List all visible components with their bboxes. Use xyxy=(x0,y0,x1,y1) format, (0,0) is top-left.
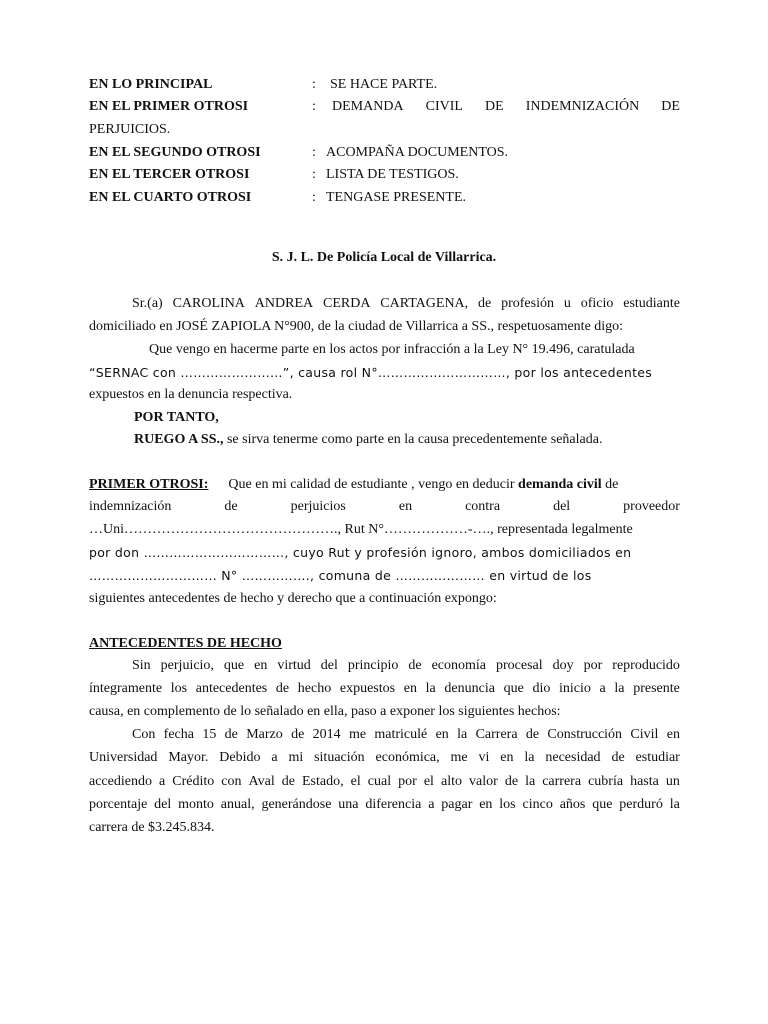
antecedentes-p2-line-2 xyxy=(89,750,680,766)
antecedentes-p2-line-1 xyxy=(132,727,680,743)
intro-line-1 xyxy=(132,296,680,312)
word: Marzo xyxy=(246,727,283,742)
header-sep: : xyxy=(312,145,316,160)
por-tanto: POR TANTO, xyxy=(134,410,219,425)
word: los xyxy=(170,681,188,696)
word: de xyxy=(408,658,422,673)
header-sep: : xyxy=(312,77,316,92)
word: 15 xyxy=(202,727,217,742)
word: CAROLINA xyxy=(172,296,245,311)
word: Con xyxy=(132,727,156,742)
word: procesal xyxy=(496,658,543,673)
word: economía xyxy=(431,658,487,673)
word: CIVIL xyxy=(425,99,463,114)
word: estudiante xyxy=(623,296,680,311)
word: estudiar xyxy=(635,750,680,765)
intro-line-5: expuestos en la denuncia respectiva. xyxy=(89,387,293,402)
word: de xyxy=(504,774,519,789)
text: Que en mi calidad de estudiante , vengo en deducir xyxy=(228,477,519,492)
word: Debido xyxy=(219,750,261,765)
intro-line-4: “SERNAC con ……………………”, causa rol N°…………………………, por los antecedentes xyxy=(89,365,653,380)
antecedentes-p1-line-3: causa, en complemento de lo señalado en ella, paso a exponer los siguientes hechos: xyxy=(89,704,561,719)
word: u xyxy=(563,296,571,311)
word: oficio xyxy=(580,296,614,311)
header-label-principal: EN LO PRINCIPAL xyxy=(89,77,213,92)
word: íntegramente xyxy=(89,681,163,696)
primer-otrosi-line-3: …Uni………………………………………., Rut N°………………-…., representada legalmente xyxy=(89,522,633,537)
word: la xyxy=(457,727,468,742)
word: de xyxy=(224,499,238,514)
word: en xyxy=(479,797,493,812)
word: contra xyxy=(465,499,501,514)
word: de xyxy=(281,774,295,789)
word: cubría xyxy=(588,774,624,789)
word: situación xyxy=(314,750,365,765)
ruego-rest: se sirva tenerme como parte en la causa precedentemente señalada. xyxy=(223,432,603,447)
header-label-primer-otrosi: EN EL PRIMER OTROSI xyxy=(89,99,249,114)
word: CERDA xyxy=(322,296,371,311)
word: con xyxy=(221,774,242,789)
ruego-line xyxy=(134,432,602,448)
word: vi xyxy=(478,750,490,765)
word: Sr.(a) xyxy=(132,296,163,311)
antecedentes-p1-line-1 xyxy=(132,658,680,674)
word: perduró xyxy=(619,797,663,812)
word: DEMANDA xyxy=(332,99,404,114)
header-value-tercer-otrosi: LISTA DE TESTIGOS. xyxy=(326,167,459,182)
word: Carrera xyxy=(475,727,518,742)
word: a xyxy=(428,797,435,812)
court-heading: S. J. L. De Policía Local de Villarrica. xyxy=(271,250,497,265)
word: indemnización xyxy=(89,499,172,514)
word: que xyxy=(592,797,613,812)
word: Construcción xyxy=(547,727,623,742)
word: de xyxy=(478,296,492,311)
word: diferencia xyxy=(365,797,422,812)
word: de xyxy=(275,681,290,696)
word: Mayor. xyxy=(168,750,209,765)
word: en xyxy=(500,750,514,765)
word: la xyxy=(669,797,680,812)
word: la xyxy=(524,750,535,765)
intro-line-3: Que vengo en hacerme parte en los actos por infracción a la Ley N° 19.496, caratulada xyxy=(149,342,635,357)
word: Sin xyxy=(132,658,151,673)
word: antecedentes xyxy=(195,681,268,696)
antecedentes-heading: ANTECEDENTES DE HECHO xyxy=(89,636,282,651)
word: en xyxy=(403,681,417,696)
word: me xyxy=(450,750,468,765)
word: a xyxy=(271,750,278,765)
primer-otrosi-heading: PRIMER OTROSI: xyxy=(89,477,209,492)
word: proveedor xyxy=(623,499,680,514)
word: Crédito xyxy=(172,774,215,789)
header-value-principal: SE HACE PARTE. xyxy=(330,77,438,92)
word: monto xyxy=(178,797,214,812)
header-label-segundo-otrosi: EN EL SEGUNDO OTROSI xyxy=(89,145,261,160)
word: hasta xyxy=(630,774,659,789)
word: la xyxy=(425,681,436,696)
header-label-tercer-otrosi: EN EL TERCER OTROSI xyxy=(89,167,250,182)
word: accediendo xyxy=(89,774,152,789)
word: el xyxy=(423,774,434,789)
primer-otrosi-line-1 xyxy=(89,477,618,493)
word: años xyxy=(559,797,586,812)
word: que xyxy=(223,658,245,673)
word: del xyxy=(154,797,172,812)
word: un xyxy=(665,774,680,789)
antecedentes-p1-line-2 xyxy=(89,681,680,697)
word: del xyxy=(553,499,571,514)
primer-otrosi-line-5: ………………………… N° ……………., comuna de ………………… en virtud de los xyxy=(89,568,592,583)
word: presente xyxy=(633,681,680,696)
word: a xyxy=(159,774,166,789)
word: matriculé xyxy=(374,727,428,742)
word: expuestos xyxy=(339,681,396,696)
word: la xyxy=(614,681,625,696)
word: cual xyxy=(367,774,392,789)
word: anual, xyxy=(220,797,255,812)
word: Civil xyxy=(630,727,659,742)
word: por xyxy=(398,774,417,789)
primer-otrosi-line-6: siguientes antecedentes de hecho y derecho que a continuación expongo: xyxy=(89,591,497,606)
word: principio xyxy=(347,658,399,673)
word: 2014 xyxy=(312,727,341,742)
word: generándose xyxy=(261,797,332,812)
word: Universidad xyxy=(89,750,158,765)
word: de xyxy=(611,750,625,765)
word: en xyxy=(398,499,413,514)
header-label-cuarto-otrosi: EN EL CUARTO OTROSI xyxy=(89,190,252,205)
word: profesión xyxy=(501,296,554,311)
header-sep: : xyxy=(312,190,316,205)
word: económica, xyxy=(375,750,440,765)
word: los xyxy=(499,797,516,812)
word: hecho xyxy=(297,681,332,696)
word: fecha xyxy=(163,727,194,742)
word: dio xyxy=(532,681,551,696)
antecedentes-p2-line-4 xyxy=(89,797,680,813)
word: el xyxy=(350,774,361,789)
word: inicio xyxy=(559,681,591,696)
word: de xyxy=(525,727,540,742)
word: una xyxy=(338,797,359,812)
word: DE xyxy=(661,99,680,114)
header-value-cuarto-otrosi: TENGASE PRESENTE. xyxy=(326,190,466,205)
word: en xyxy=(254,658,268,673)
word: en xyxy=(666,727,680,742)
word: perjuicio, xyxy=(160,658,214,673)
word: carrera xyxy=(542,774,582,789)
primer-otrosi-line-2 xyxy=(89,499,680,515)
word: de xyxy=(291,727,305,742)
intro-line-2: domiciliado en JOSÉ ZAPIOLA N°900, de la ciudad de Villarrica a SS., respetuosamente digo: xyxy=(89,319,624,334)
word: valor xyxy=(469,774,498,789)
primer-otrosi-line-4: por don ……………………………, cuyo Rut y profesión ignoro, ambos domiciliados en xyxy=(89,545,632,560)
word: Estado, xyxy=(302,774,344,789)
word: en xyxy=(435,727,449,742)
word: que xyxy=(503,681,524,696)
word: ANDREA xyxy=(254,296,314,311)
word: porcentaje xyxy=(89,797,148,812)
word: perjuicios xyxy=(290,499,346,514)
header-sep: : xyxy=(312,99,316,114)
antecedentes-p2-line-5: carrera de $3.245.834. xyxy=(89,820,215,835)
word: reproducido xyxy=(612,658,680,673)
word: necesidad xyxy=(545,750,601,765)
header-value-primer-otrosi xyxy=(332,99,680,115)
word: por xyxy=(583,658,603,673)
word: pagar xyxy=(441,797,473,812)
antecedentes-p2-line-3 xyxy=(89,774,680,790)
word: DE xyxy=(484,99,504,114)
word: doy xyxy=(552,658,574,673)
word: alto xyxy=(440,774,462,789)
ruego-bold: RUEGO A SS., xyxy=(134,432,224,447)
word: mi xyxy=(288,750,304,765)
text: de xyxy=(601,477,619,492)
word: Aval xyxy=(248,774,275,789)
word: virtud xyxy=(277,658,311,673)
word: denuncia xyxy=(444,681,495,696)
header-value-primer-otrosi-cont: PERJUICIOS. xyxy=(89,122,171,137)
word: me xyxy=(348,727,367,742)
word: INDEMNIZACIÓN xyxy=(525,99,640,114)
word: la xyxy=(525,774,536,789)
word: cinco xyxy=(522,797,553,812)
text-bold: demanda civil xyxy=(518,477,602,492)
word: CARTAGENA, xyxy=(380,296,469,311)
word: del xyxy=(320,658,338,673)
word: a xyxy=(599,681,606,696)
header-value-segundo-otrosi: ACOMPAÑA DOCUMENTOS. xyxy=(326,145,509,160)
header-sep: : xyxy=(312,167,316,182)
word: de xyxy=(224,727,238,742)
